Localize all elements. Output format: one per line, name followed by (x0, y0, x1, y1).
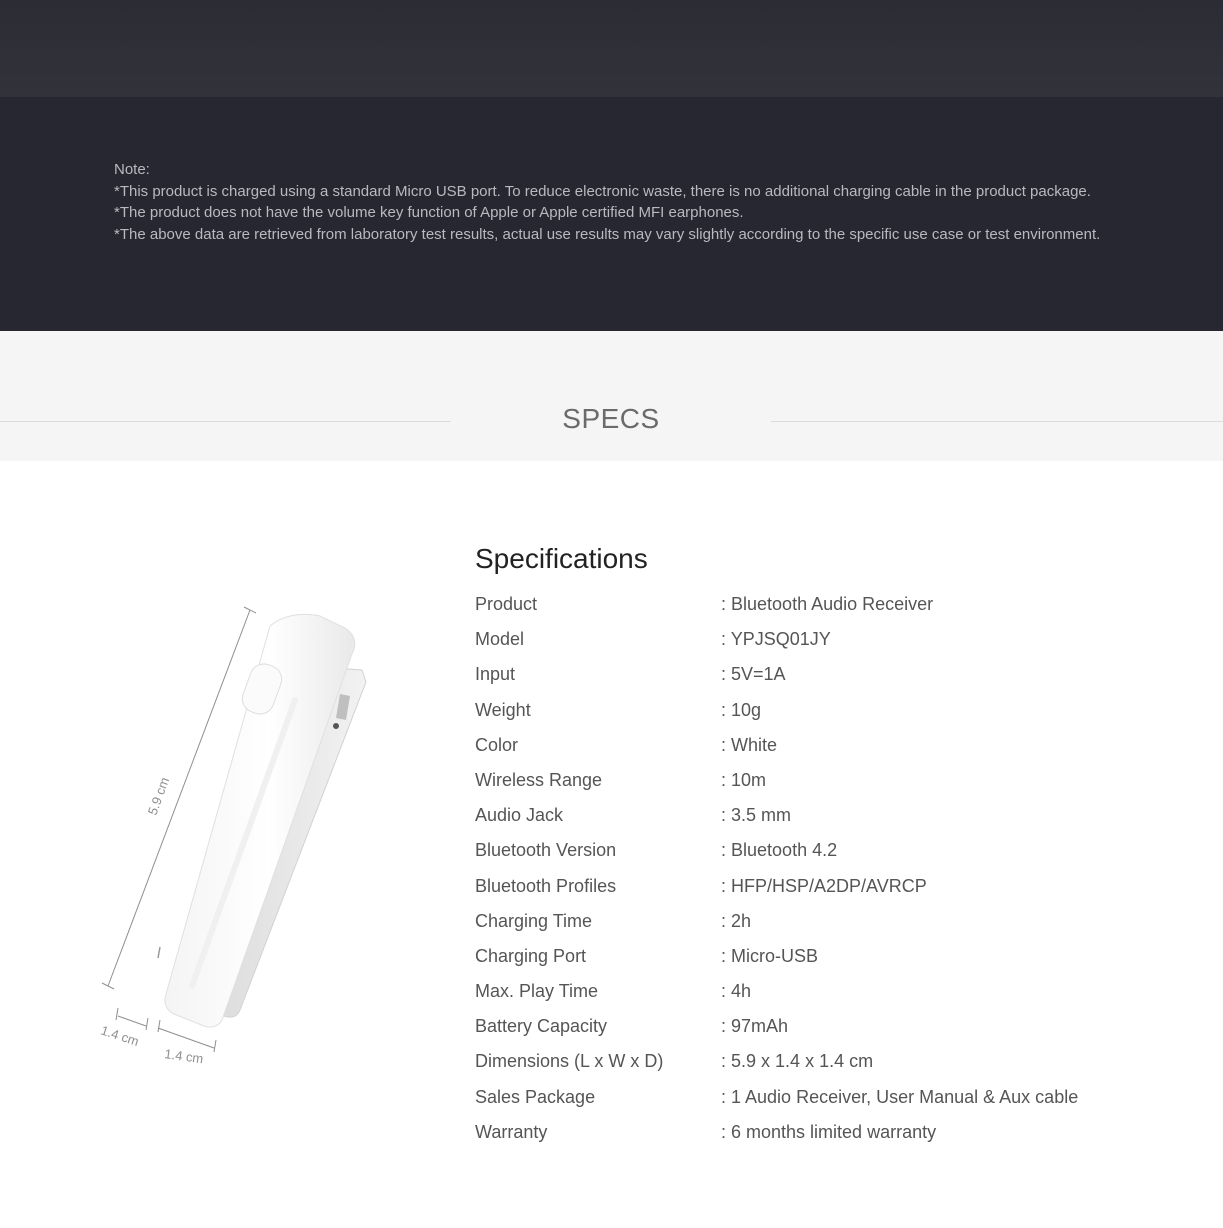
spec-row (475, 940, 1175, 975)
note-heading: Note: (114, 161, 150, 178)
specifications-heading: Specifications (475, 543, 648, 574)
spec-row (475, 729, 1175, 764)
spec-row (475, 975, 1175, 1010)
spec-row (475, 870, 1175, 905)
spec-label: Charging Time (475, 910, 593, 931)
spec-value: : 6 months limited warranty (721, 1122, 936, 1143)
spec-value: : White (721, 735, 777, 756)
spec-value: : YPJSQ01JY (721, 629, 831, 650)
spec-label: Product (475, 594, 538, 614)
specs-header (0, 331, 1223, 461)
specs-divider-left (0, 421, 451, 422)
spec-row (475, 694, 1175, 729)
spec-label: Color (475, 734, 519, 755)
spec-value: : 10m (721, 770, 766, 791)
spec-value: : Micro-USB (721, 946, 818, 967)
spec-row (475, 588, 1175, 623)
spec-label: Wireless Range (475, 769, 603, 790)
spec-value: : Bluetooth Audio Receiver (721, 594, 933, 615)
width-dimension-label: 1.4 cm (99, 1022, 141, 1049)
spec-value: : 1 Audio Receiver, User Manual & Aux cable (721, 1087, 1078, 1108)
spec-label: Charging Port (475, 945, 587, 966)
note-section (0, 97, 1223, 331)
specs-divider-right (771, 421, 1223, 422)
spec-label: Battery Capacity (475, 1016, 608, 1037)
spec-value: : 5V=1A (721, 664, 786, 685)
spec-label: Sales Package (475, 1086, 596, 1107)
spec-row (475, 1045, 1175, 1080)
spec-row (475, 1010, 1175, 1045)
note-line: *The above data are retrieved from laboratory test results, actual use results may vary slightly according to the specific use case or test environment. (114, 226, 1101, 244)
spec-label: Model (475, 629, 525, 650)
length-dimension-label: 5.9 cm (144, 775, 173, 818)
spec-row (475, 1116, 1175, 1151)
spec-label: Warranty (475, 1121, 548, 1142)
spec-label: Bluetooth Version (475, 840, 617, 861)
spec-value: : 3.5 mm (721, 805, 791, 826)
spec-label: Audio Jack (475, 805, 564, 826)
spec-value: : 4h (721, 981, 751, 1002)
spec-label: Weight (475, 699, 531, 720)
spec-label: Bluetooth Profiles (475, 875, 617, 896)
note-block (114, 159, 1214, 246)
spec-label: Max. Play Time (475, 981, 599, 1002)
spec-value: : 97mAh (721, 1016, 788, 1037)
spec-row (475, 623, 1175, 658)
spec-value: : 2h (721, 911, 751, 932)
note-line: *This product is charged using a standard Micro USB port. To reduce electronic waste, there is no additional charging cable in the product package. (114, 182, 1091, 200)
spec-row (475, 1081, 1175, 1116)
spec-row (475, 834, 1175, 869)
specs-title: SPECS (562, 403, 660, 434)
spec-label: Dimensions (L x W x D) (475, 1051, 664, 1072)
spec-value: : 5.9 x 1.4 x 1.4 cm (721, 1051, 873, 1072)
spec-value: : HFP/HSP/A2DP/AVRCP (721, 876, 927, 897)
spec-value: : Bluetooth 4.2 (721, 840, 837, 861)
note-line: *The product does not have the volume key function of Apple or Apple certified MFI earphones. (114, 204, 744, 222)
depth-dimension-label: 1.4 cm (163, 1046, 205, 1067)
led-indicator-icon (158, 947, 160, 958)
spec-label: Input (475, 664, 516, 685)
specifications-table (475, 588, 1175, 1151)
product-image (90, 590, 420, 1080)
spec-row (475, 658, 1175, 693)
spec-row (475, 905, 1175, 940)
top-feature-band (0, 0, 1223, 97)
spec-row (475, 764, 1175, 799)
spec-row (475, 799, 1175, 834)
spec-value: : 10g (721, 700, 761, 721)
